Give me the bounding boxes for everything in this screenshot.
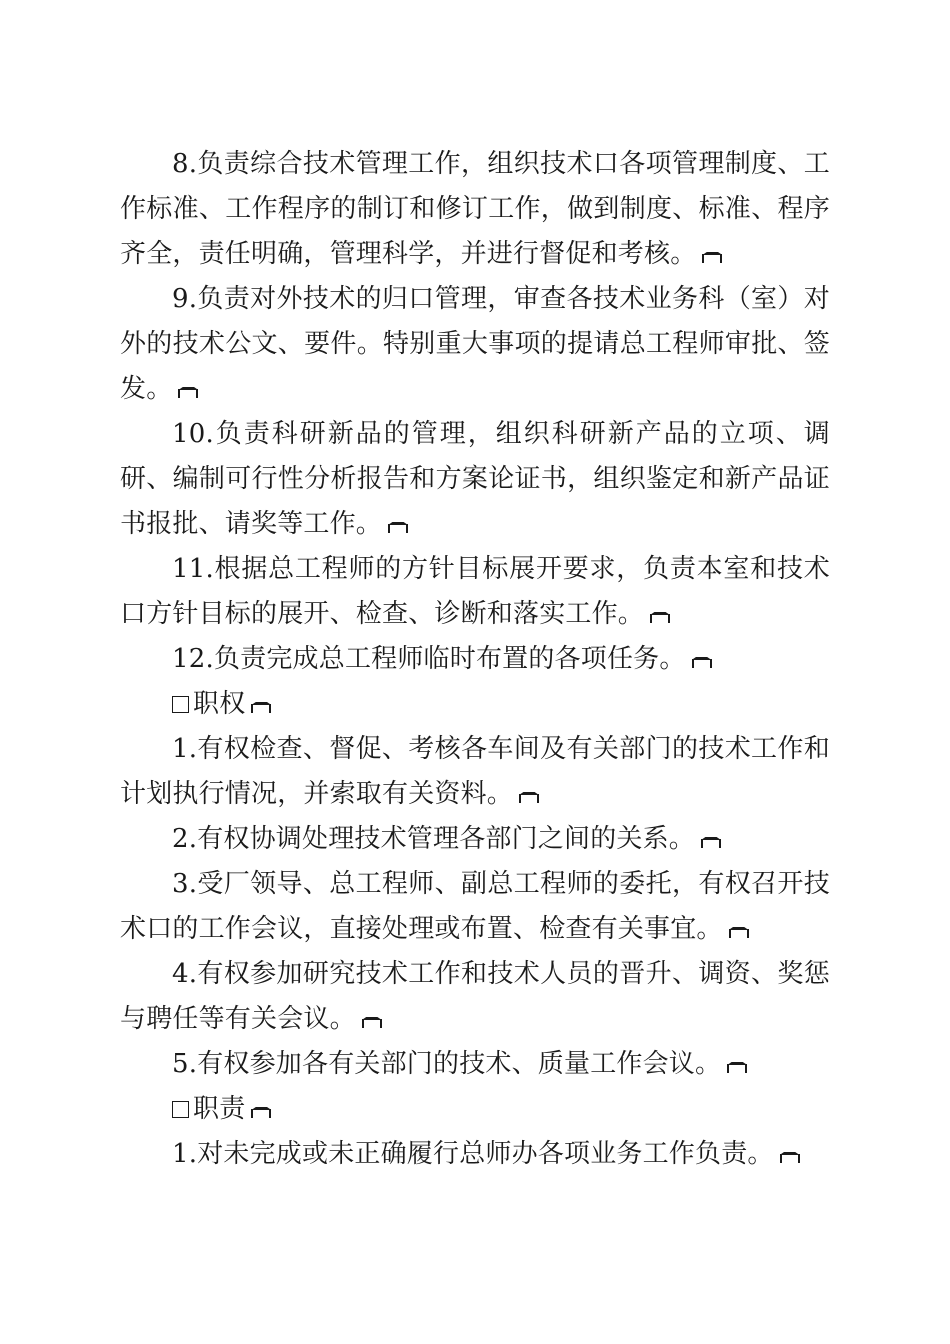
paragraph-end-mark-icon xyxy=(251,701,271,713)
paragraph-authority-2 xyxy=(120,817,830,862)
paragraph-end-mark-icon xyxy=(388,521,408,533)
paragraph-text: 1.有权检查、督促、考核各车间及有关部门的技术工作和计划执行情况，并索取有关资料。 xyxy=(120,734,830,809)
paragraph-item-9 xyxy=(120,277,830,412)
document-body xyxy=(120,142,830,1177)
section-heading-text: 职责 xyxy=(193,1094,246,1124)
paragraph-text: 11.根据总工程师的方针目标展开要求，负责本室和技术口方针目标的展开、检查、诊断和落实工作。 xyxy=(120,554,830,629)
section-heading-text: 职权 xyxy=(193,689,246,719)
paragraph-end-mark-icon xyxy=(780,1151,800,1163)
paragraph-end-mark-icon xyxy=(701,836,721,848)
paragraph-item-12 xyxy=(120,637,830,682)
section-heading-authority xyxy=(120,682,830,727)
paragraph-text: 9.负责对外技术的归口管理，审查各技术业务科（室）对外的技术公文、要件。特别重大事项的提请总工程师审批、签发。 xyxy=(120,284,830,404)
paragraph-text: 8.负责综合技术管理工作，组织技术口各项管理制度、工作标准、工作程序的制订和修订工作，做到制度、标准、程序齐全，责任明确，管理科学，并进行督促和考核。 xyxy=(120,149,830,269)
paragraph-item-8 xyxy=(120,142,830,277)
paragraph-authority-4 xyxy=(120,952,830,1042)
paragraph-text: 10.负责科研新品的管理，组织科研新产品的立项、调研、编制可行性分析报告和方案论证书，组织鉴定和新产品证书报批、请奖等工作。 xyxy=(120,419,830,539)
paragraph-authority-1 xyxy=(120,727,830,817)
paragraph-end-mark-icon xyxy=(362,1016,382,1028)
paragraph-item-10 xyxy=(120,412,830,547)
paragraph-responsibility-1 xyxy=(120,1132,830,1177)
checkbox-square-icon xyxy=(172,696,189,713)
paragraph-end-mark-icon xyxy=(692,656,712,668)
paragraph-text: 5.有权参加各有关部门的技术、质量工作会议。 xyxy=(172,1049,722,1079)
paragraph-end-mark-icon xyxy=(519,791,539,803)
paragraph-end-mark-icon xyxy=(727,1061,747,1073)
paragraph-authority-5 xyxy=(120,1042,830,1087)
paragraph-text: 3.受厂领导、总工程师、副总工程师的委托，有权召开技术口的工作会议，直接处理或布置、检查有关事宜。 xyxy=(120,869,830,944)
paragraph-end-mark-icon xyxy=(178,386,198,398)
checkbox-square-icon xyxy=(172,1101,189,1118)
paragraph-end-mark-icon xyxy=(650,611,670,623)
paragraph-text: 1.对未完成或未正确履行总师办各项业务工作负责。 xyxy=(172,1139,774,1169)
paragraph-end-mark-icon xyxy=(251,1106,271,1118)
paragraph-text: 2.有权协调处理技术管理各部门之间的关系。 xyxy=(172,824,696,854)
section-heading-responsibility xyxy=(120,1087,830,1132)
paragraph-text: 4.有权参加研究技术工作和技术人员的晋升、调资、奖惩与聘任等有关会议。 xyxy=(120,959,830,1034)
paragraph-end-mark-icon xyxy=(729,926,749,938)
paragraph-end-mark-icon xyxy=(702,251,722,263)
paragraph-authority-3 xyxy=(120,862,830,952)
paragraph-item-11 xyxy=(120,547,830,637)
paragraph-text: 12.负责完成总工程师临时布置的各项任务。 xyxy=(172,644,686,674)
